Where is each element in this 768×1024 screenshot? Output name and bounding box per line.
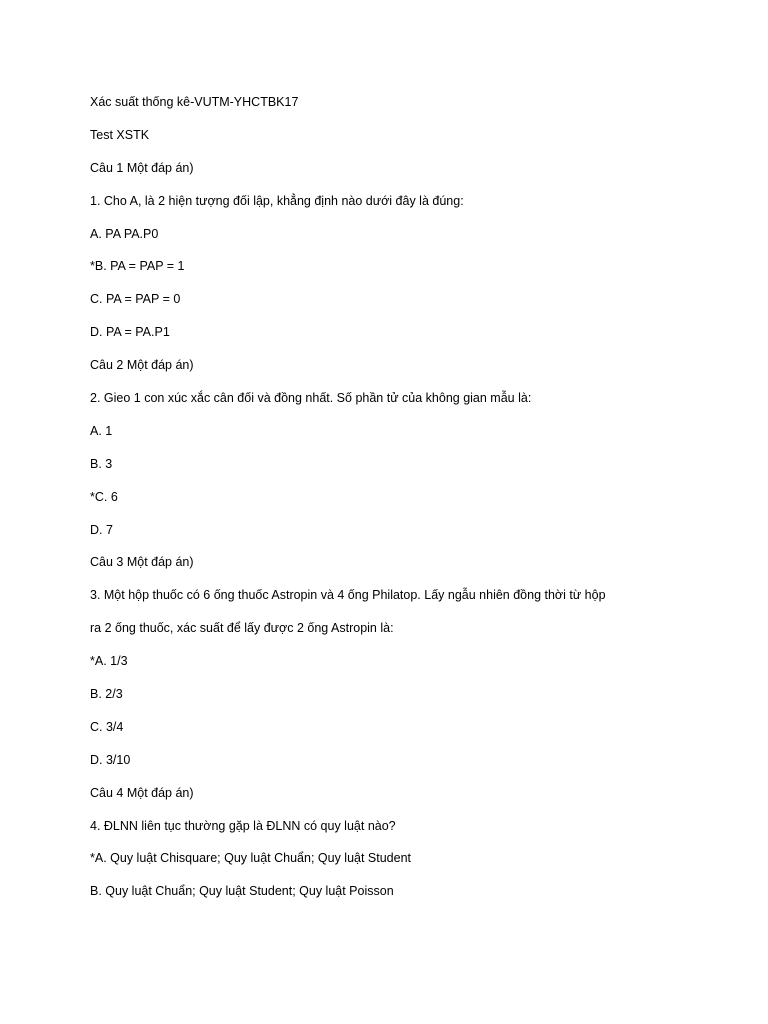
question-3-header: Câu 3 Một đáp án) xyxy=(90,555,194,570)
question-1-option-a: A. PA PA.P0 xyxy=(90,226,159,241)
document-title: Xác suất thống kê-VUTM-YHCTBK17 xyxy=(90,95,299,109)
question-2-option-b: B. 3 xyxy=(90,456,113,471)
question-3-option-c: C. 3/4 xyxy=(90,719,124,734)
question-4-option-a: *A. Quy luật Chisquare; Quy luật Chuẩn; Quy luật Student xyxy=(90,851,412,866)
question-3-option-a: *A. 1/3 xyxy=(90,654,128,669)
question-2-option-c: *C. 6 xyxy=(90,489,118,504)
question-1-option-c: C. PA = PAP = 0 xyxy=(90,292,181,307)
document-body xyxy=(90,92,690,914)
question-3-text-line-2: ra 2 ống thuốc, xác suất để lấy được 2 ống Astropin là: xyxy=(90,621,394,636)
question-1-text: 1. Cho A, là 2 hiện tượng đối lập, khẳng định nào dưới đây là đúng: xyxy=(90,193,464,208)
question-4-header: Câu 4 Một đáp án) xyxy=(90,785,194,800)
question-4-option-b: B. Quy luật Chuẩn; Quy luật Student; Quy luật Poisson xyxy=(90,884,394,899)
question-3-option-d: D. 3/10 xyxy=(90,752,131,767)
question-2-option-a: A. 1 xyxy=(90,423,113,438)
question-1-option-b: *B. PA = PAP = 1 xyxy=(90,259,185,274)
question-1-option-d: D. PA = PA.P1 xyxy=(90,325,170,340)
question-4-text: 4. ĐLNN liên tục thường gặp là ĐLNN có quy luật nào? xyxy=(90,818,396,833)
question-2-option-d: D. 7 xyxy=(90,522,113,537)
question-3-text-line-1: 3. Một hộp thuốc có 6 ống thuốc Astropin và 4 ống Philatop. Lấy ngẫu nhiên đồng thời từ hộp xyxy=(90,588,606,603)
question-3-option-b: B. 2/3 xyxy=(90,687,123,702)
question-2-text: 2. Gieo 1 con xúc xắc cân đối và đồng nhất. Số phần tử của không gian mẫu là: xyxy=(90,391,532,406)
test-name: Test XSTK xyxy=(90,127,150,142)
question-1-header: Câu 1 Một đáp án) xyxy=(90,160,194,175)
question-2-header: Câu 2 Một đáp án) xyxy=(90,358,194,373)
